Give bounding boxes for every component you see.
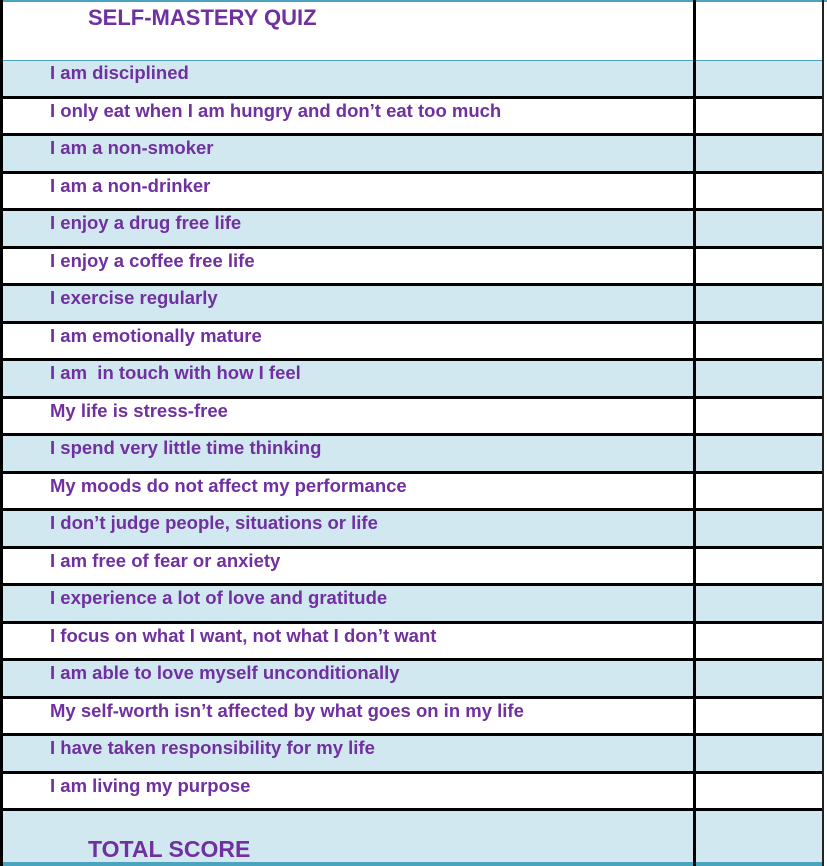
quiz-statement: I am living my purpose: [50, 774, 251, 796]
quiz-statement: I am a non-drinker: [50, 174, 211, 196]
quiz-row: [0, 474, 824, 512]
total-score-row: [0, 811, 824, 866]
quiz-row: [0, 399, 824, 437]
quiz-statement: I am in touch with how I feel: [50, 362, 301, 383]
top-border: [0, 0, 827, 2]
score-cell[interactable]: [696, 99, 822, 134]
score-cell[interactable]: [696, 399, 822, 434]
quiz-statement: I enjoy a coffee free life: [50, 249, 255, 271]
score-cell[interactable]: [696, 511, 822, 546]
quiz-row: [0, 174, 824, 212]
score-cell[interactable]: [696, 249, 822, 284]
score-cell[interactable]: [696, 174, 822, 209]
quiz-statement: My self-worth isn’t affected by what goes on in my life: [50, 699, 524, 721]
quiz-statement: I don’t judge people, situations or life: [50, 512, 378, 533]
quiz-statement: My moods do not affect my performance: [50, 474, 407, 496]
score-cell[interactable]: [696, 436, 822, 471]
quiz-row: [0, 586, 824, 624]
score-cell[interactable]: [696, 286, 822, 321]
quiz-statement: I am emotionally mature: [50, 324, 262, 346]
quiz-statement: I have taken responsibility for my life: [50, 737, 375, 758]
quiz-row: [0, 661, 824, 699]
quiz-row: [0, 324, 824, 362]
quiz-statement: I enjoy a drug free life: [50, 212, 242, 233]
quiz-row: [0, 624, 824, 662]
score-cell[interactable]: [696, 624, 822, 659]
quiz-statement: I am a non-smoker: [50, 137, 214, 158]
quiz-title: SELF-MASTERY QUIZ: [88, 5, 317, 30]
score-cell[interactable]: [696, 661, 822, 696]
score-cell[interactable]: [696, 736, 822, 771]
right-border: [822, 0, 824, 866]
quiz-row: [0, 436, 824, 474]
score-cell[interactable]: [696, 474, 822, 509]
quiz-statement: I experience a lot of love and gratitude: [50, 587, 388, 608]
score-cell[interactable]: [696, 61, 822, 96]
left-border: [0, 0, 3, 866]
quiz-statement: My life is stress-free: [50, 399, 228, 421]
quiz-row: [0, 286, 824, 324]
quiz-row: [0, 249, 824, 287]
quiz-row: [0, 136, 824, 174]
score-column-divider: [693, 0, 696, 866]
quiz-row: [0, 361, 824, 399]
quiz-row: [0, 549, 824, 587]
score-cell[interactable]: [696, 361, 822, 396]
quiz-row: [0, 736, 824, 774]
header-row: [0, 2, 824, 63]
score-cell[interactable]: [696, 699, 822, 734]
quiz-row: [0, 699, 824, 737]
quiz-statement: I exercise regularly: [50, 287, 218, 308]
score-cell[interactable]: [696, 774, 822, 809]
quiz-statement: I spend very little time thinking: [50, 437, 322, 458]
score-cell[interactable]: [696, 324, 822, 359]
quiz-row: [0, 774, 824, 812]
score-cell[interactable]: [696, 549, 822, 584]
quiz-statement: I only eat when I am hungry and don’t eat too much: [50, 99, 502, 121]
quiz-statement: I am disciplined: [50, 62, 189, 83]
quiz-row: [0, 61, 824, 99]
score-cell[interactable]: [696, 136, 822, 171]
quiz-statement: I am able to love myself unconditionally: [50, 662, 400, 683]
score-cell[interactable]: [696, 586, 822, 621]
quiz-rows: [0, 61, 824, 811]
score-cell[interactable]: [696, 211, 822, 246]
total-score-label: TOTAL SCORE: [88, 836, 251, 862]
quiz-statement: I focus on what I want, not what I don’t want: [50, 624, 437, 646]
quiz-statement: I am free of fear or anxiety: [50, 549, 281, 571]
quiz-row: [0, 511, 824, 549]
quiz-row: [0, 211, 824, 249]
quiz-row: [0, 99, 824, 137]
